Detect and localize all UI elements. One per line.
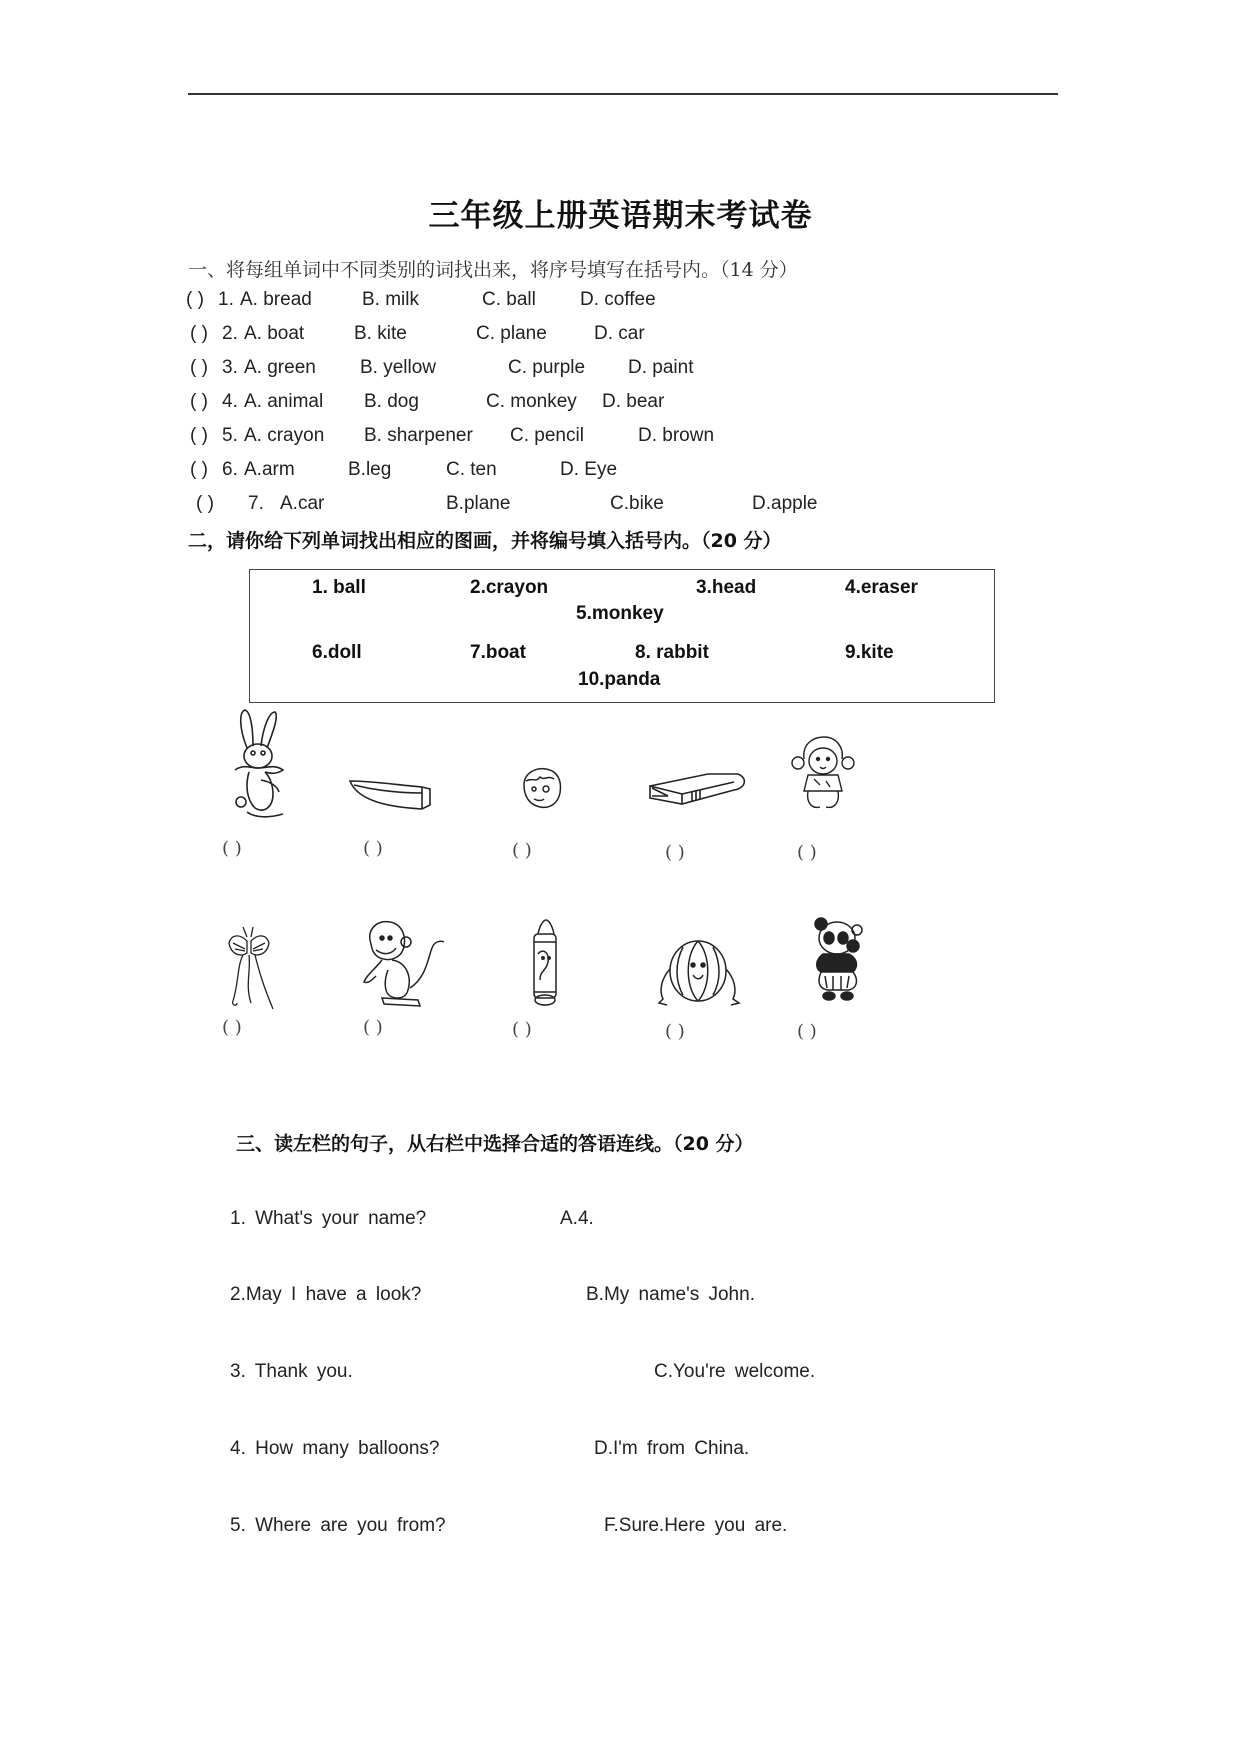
word-bank-item: 4.eraser: [845, 577, 918, 598]
option-b: B. milk: [362, 289, 419, 310]
answer-bracket[interactable]: ( ): [196, 493, 214, 514]
word-bank-item: 8. rabbit: [635, 642, 709, 663]
option-c: C. pencil: [510, 425, 584, 446]
answer-bracket[interactable]: ( ): [363, 838, 383, 859]
match-question: 2.May I have a look?: [230, 1284, 422, 1305]
question-number: 2.: [222, 323, 238, 344]
eraser-icon: [648, 768, 748, 812]
section2-heading: 二，请你给下列单词找出相应的图画，并将编号填入括号内。（20 分）: [188, 530, 782, 552]
option-a: A. crayon: [244, 425, 325, 446]
option-c: C.bike: [610, 493, 664, 514]
page-title: 三年级上册英语期末考试卷: [428, 198, 813, 234]
match-question: 5. Where are you from?: [230, 1515, 446, 1536]
word-bank-item: 7.boat: [470, 642, 526, 663]
doll-icon: [790, 735, 856, 813]
rabbit-icon: [225, 708, 295, 826]
option-b: B. yellow: [360, 357, 437, 378]
answer-bracket[interactable]: ( ): [797, 842, 817, 863]
section3-heading: 三、读左栏的句子，从右栏中选择合适的答语连线。（20 分）: [236, 1133, 754, 1155]
answer-bracket[interactable]: ( ): [190, 391, 208, 412]
question-number: 4.: [222, 391, 238, 412]
option-d: D. coffee: [580, 289, 656, 310]
option-d: D. car: [594, 323, 645, 344]
answer-bracket[interactable]: ( ): [190, 425, 208, 446]
crayon-icon: [530, 918, 560, 1008]
question-number: 3.: [222, 357, 238, 378]
answer-bracket[interactable]: ( ): [222, 838, 242, 859]
answer-bracket[interactable]: ( ): [665, 842, 685, 863]
match-answer: C.You're welcome.: [654, 1361, 816, 1382]
option-d: D. paint: [628, 357, 694, 378]
match-answer: A.4.: [560, 1208, 594, 1229]
option-c: C. ten: [446, 459, 497, 480]
panda-icon: [807, 916, 869, 1004]
head-icon: [518, 765, 564, 811]
ball-icon: [655, 935, 741, 1007]
option-a: A. bread: [240, 289, 312, 310]
option-b: B.plane: [446, 493, 511, 514]
answer-bracket[interactable]: ( ): [190, 357, 208, 378]
option-d: D. bear: [602, 391, 665, 412]
match-question: 3. Thank you.: [230, 1361, 353, 1382]
word-bank-item: 3.head: [696, 577, 757, 598]
answer-bracket[interactable]: ( ): [363, 1017, 383, 1038]
option-c: C. plane: [476, 323, 547, 344]
answer-bracket[interactable]: ( ): [512, 1019, 532, 1040]
section1-heading: 一、将每组单词中不同类别的词找出来，将序号填写在括号内。（14 分）: [188, 259, 798, 281]
word-bank-item: 6.doll: [312, 642, 362, 663]
match-question: 4. How many balloons?: [230, 1438, 440, 1459]
kite-icon: [225, 925, 275, 1015]
word-bank-box: [249, 569, 995, 703]
option-d: D. Eye: [560, 459, 618, 480]
option-a: A. animal: [244, 391, 324, 412]
match-answer: D.I'm from China.: [594, 1438, 750, 1459]
answer-bracket[interactable]: ( ): [190, 323, 208, 344]
match-answer: B.My name's John.: [586, 1284, 755, 1305]
match-question: 1. What's your name?: [230, 1208, 427, 1229]
match-answer: F.Sure.Here you are.: [604, 1515, 788, 1536]
option-b: B.leg: [348, 459, 392, 480]
question-number: 5.: [222, 425, 238, 446]
answer-bracket[interactable]: ( ): [797, 1021, 817, 1042]
word-bank-item: 9.kite: [845, 642, 894, 663]
answer-bracket[interactable]: ( ): [190, 459, 208, 480]
option-b: B. dog: [364, 391, 419, 412]
option-c: C. ball: [482, 289, 536, 310]
option-a: A.car: [280, 493, 325, 514]
answer-bracket[interactable]: ( ): [186, 289, 204, 310]
word-bank-item: 5.monkey: [576, 603, 664, 624]
monkey-icon: [362, 918, 448, 1010]
option-c: C. purple: [508, 357, 586, 378]
question-number: 7.: [248, 493, 264, 514]
option-a: A. green: [244, 357, 316, 378]
option-d: D.apple: [752, 493, 818, 514]
option-d: D. brown: [638, 425, 715, 446]
answer-bracket[interactable]: ( ): [222, 1017, 242, 1038]
header-rule: [188, 93, 1058, 95]
option-a: A.arm: [244, 459, 295, 480]
question-number: 6.: [222, 459, 238, 480]
word-bank-item: 10.panda: [578, 669, 661, 690]
option-c: C. monkey: [486, 391, 577, 412]
option-b: B. kite: [354, 323, 407, 344]
option-a: A. boat: [244, 323, 305, 344]
word-bank-item: 1. ball: [312, 577, 366, 598]
option-b: B. sharpener: [364, 425, 473, 446]
answer-bracket[interactable]: ( ): [512, 840, 532, 861]
answer-bracket[interactable]: ( ): [665, 1021, 685, 1042]
word-bank-item: 2.crayon: [470, 577, 549, 598]
question-number: 1.: [218, 289, 234, 310]
boat-icon: [348, 775, 434, 815]
